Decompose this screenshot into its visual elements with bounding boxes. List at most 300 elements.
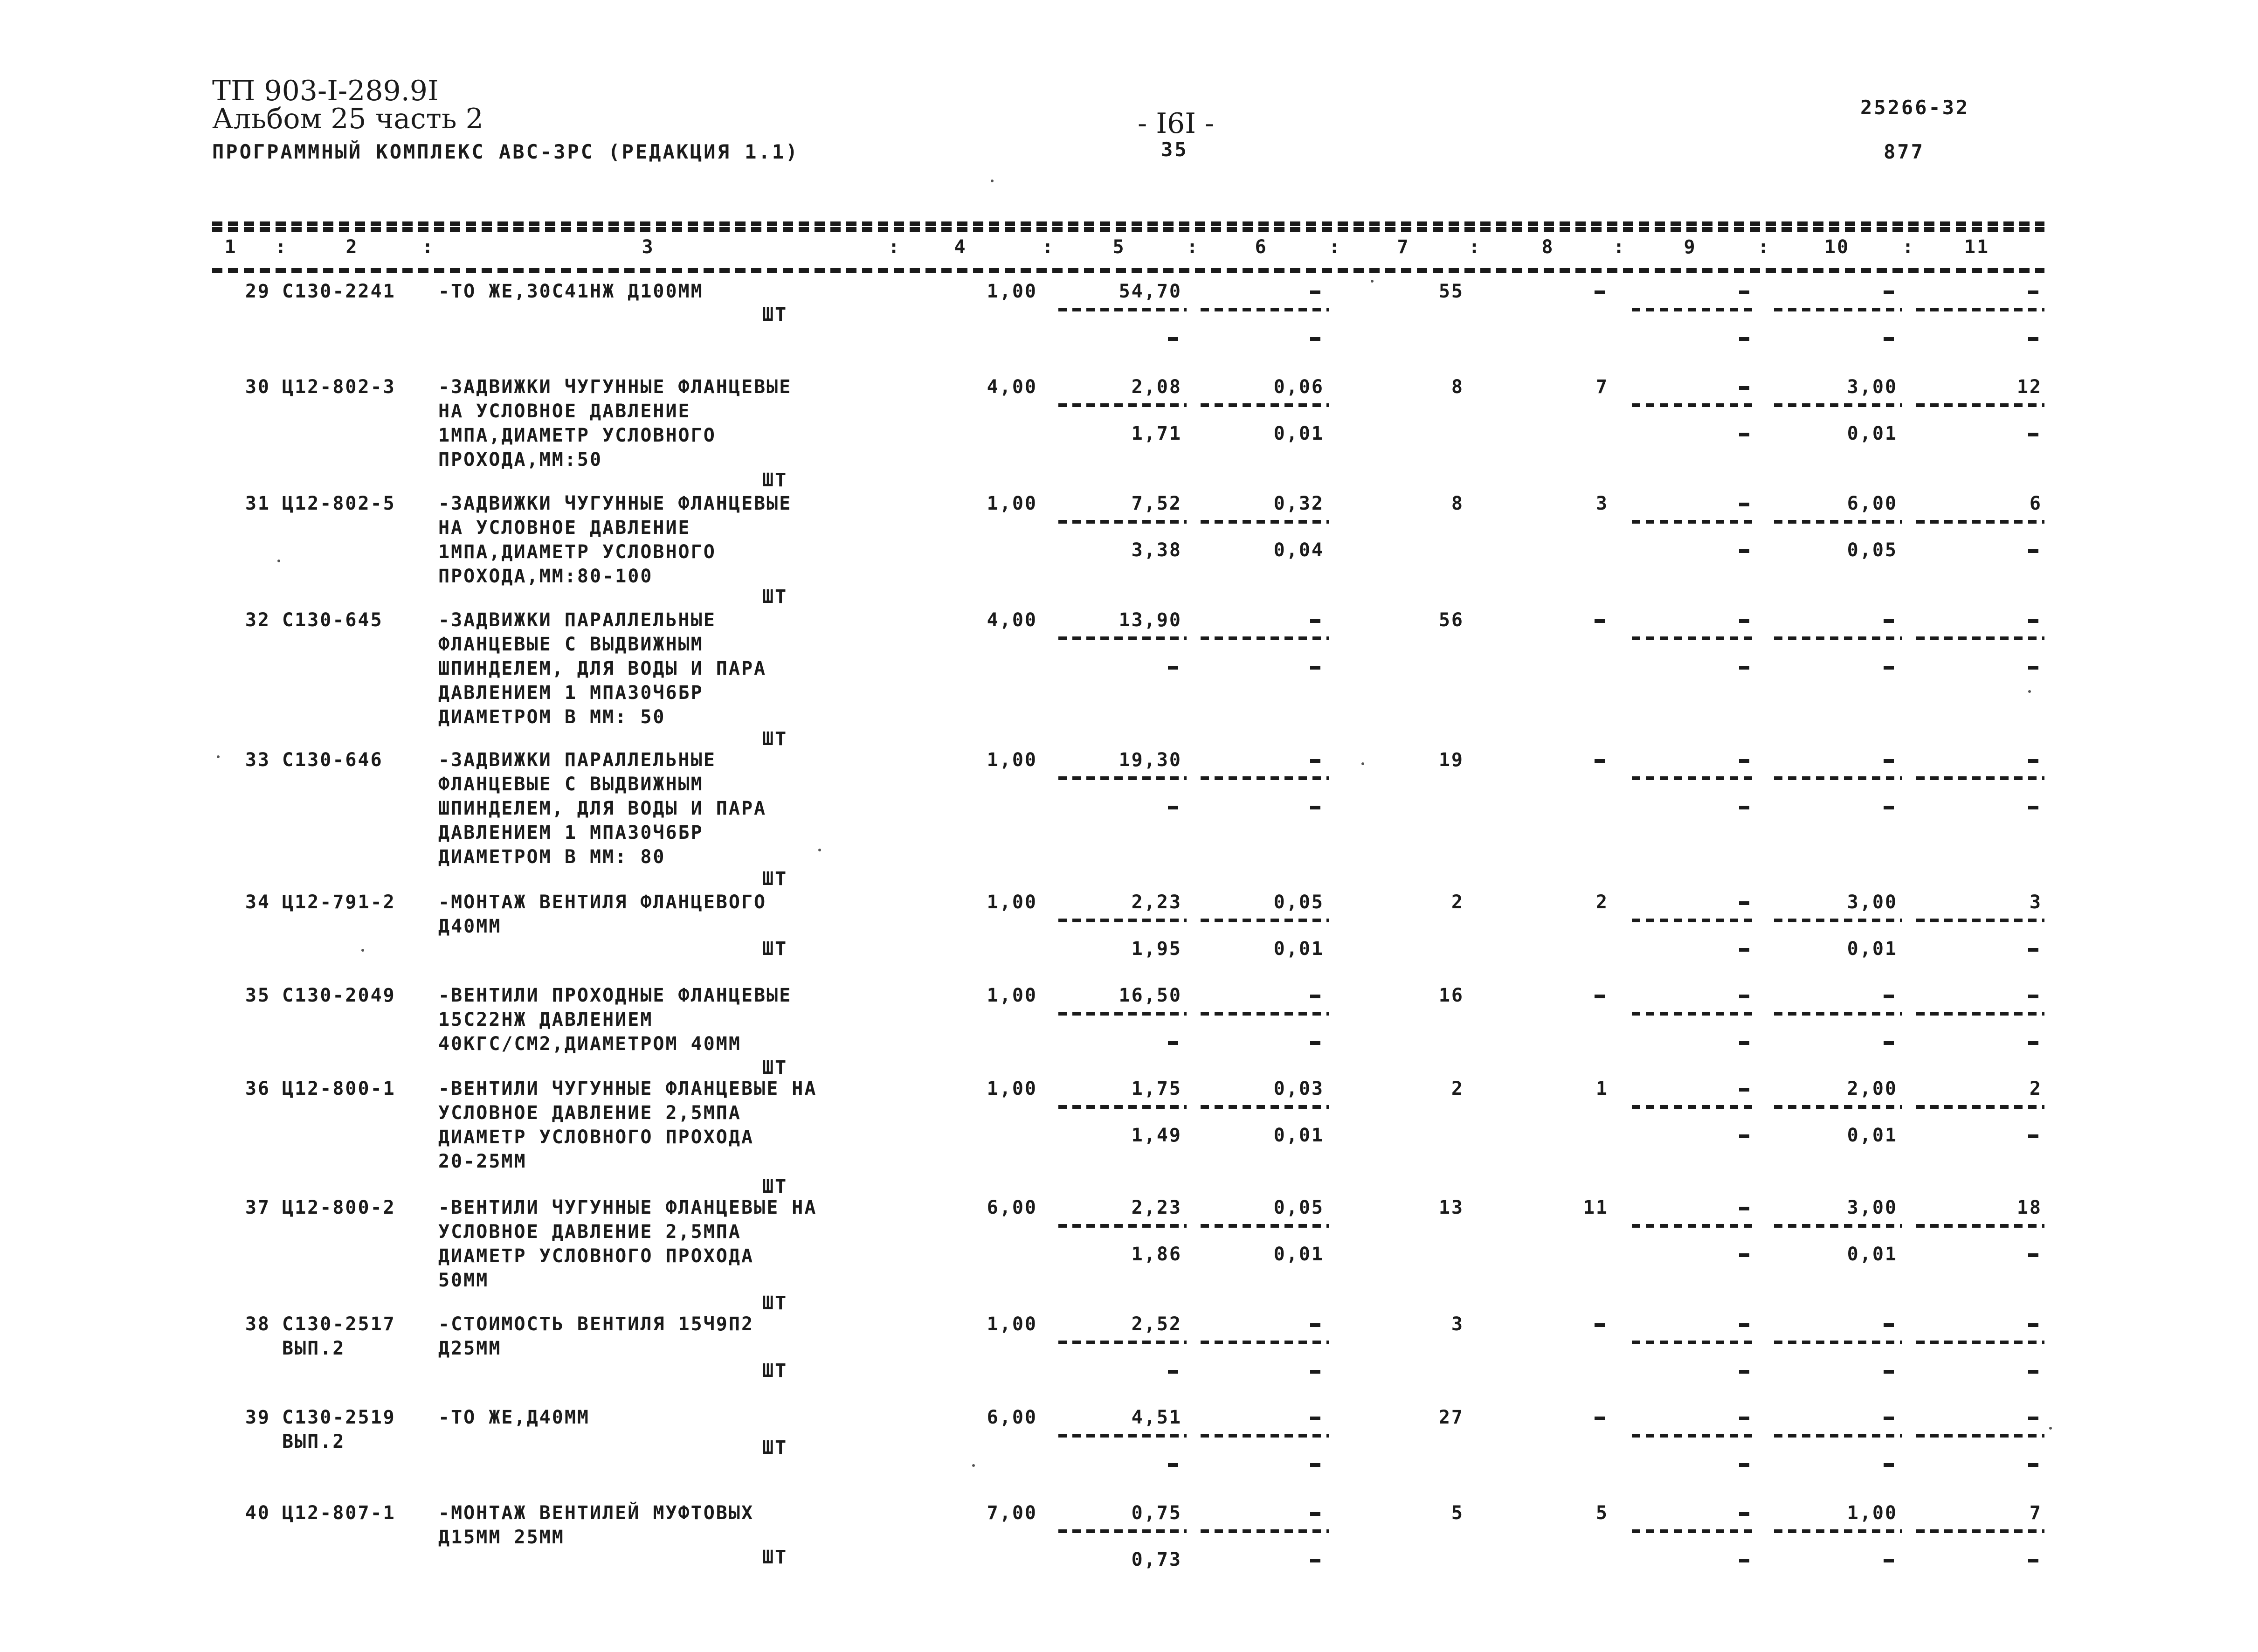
- col10-sub-value: [1884, 337, 1894, 341]
- row-code: С130-2517: [282, 1313, 396, 1335]
- scan-speck: [2049, 1427, 2052, 1430]
- col7-value: 19: [1438, 749, 1464, 771]
- fraction-rule: [1201, 403, 1329, 407]
- col9-sub-value: [1739, 549, 1749, 553]
- row-description: 20-25ММ: [438, 1151, 527, 1172]
- row-code: С130-2519: [282, 1407, 396, 1428]
- fraction-rule: [1632, 1105, 1758, 1109]
- col6-sub-value: 0,01: [1273, 423, 1324, 444]
- row-description: -МОНТАЖ ВЕНТИЛЯ ФЛАНЦЕВОГО: [438, 892, 767, 913]
- col11-sub-value: [2028, 666, 2038, 670]
- col9-sub-value: [1739, 948, 1749, 952]
- row-description: УСЛОВНОЕ ДАВЛЕНИЕ 2,5МПА: [438, 1102, 741, 1124]
- scan-speck: [991, 180, 994, 182]
- fraction-rule: [1058, 403, 1187, 407]
- col11-sub-value: [2028, 433, 2038, 436]
- col6-sub-value: [1310, 1370, 1320, 1374]
- col7-value: 3: [1451, 1313, 1464, 1335]
- fraction-rule: [1201, 1529, 1329, 1533]
- col11-sub-value: [2028, 806, 2038, 809]
- row-description: -ВЕНТИЛИ ЧУГУННЫЕ ФЛАНЦЕВЫЕ НА: [438, 1078, 817, 1099]
- column-header: 4: [954, 236, 967, 258]
- fraction-rule: [1916, 1105, 2044, 1109]
- quantity: 1,00: [987, 493, 1037, 514]
- unit-label: ШТ: [762, 1360, 788, 1382]
- quantity: 1,00: [987, 985, 1037, 1006]
- row-code: ВЫП.2: [282, 1338, 345, 1359]
- row-number: 35: [245, 985, 270, 1006]
- col5-sub-value: 1,86: [1131, 1244, 1182, 1265]
- col5-value: 2,52: [1131, 1313, 1182, 1335]
- fraction-rule: [1632, 1341, 1758, 1344]
- complex-title: ПРОГРАММНЫЙ КОМПЛЕКС АВС-3РС (РЕДАКЦИЯ 1.1): [212, 140, 800, 163]
- column-header: 6: [1255, 236, 1268, 258]
- row-description: НА УСЛОВНОЕ ДАВЛЕНИЕ: [438, 517, 691, 539]
- col8-value: [1595, 1323, 1605, 1327]
- row-code: Ц12-800-1: [282, 1078, 396, 1099]
- row-description: ПРОХОДА,ММ:50: [438, 449, 603, 470]
- col10-sub-value: [1884, 1559, 1894, 1562]
- col9-value: [1739, 619, 1749, 623]
- col9-sub-value: [1739, 806, 1749, 809]
- col11-value: 3: [2029, 892, 2042, 913]
- row-description: ФЛАНЦЕВЫЕ С ВЫДВИЖНЫМ: [438, 774, 704, 795]
- row-description: ДАВЛЕНИЕМ 1 МПА30Ч6БР: [438, 682, 704, 704]
- fraction-rule: [1201, 1224, 1329, 1228]
- fraction-rule: [1774, 636, 1902, 640]
- row-number: 30: [245, 376, 270, 398]
- col6-value: [1310, 290, 1320, 294]
- fraction-rule: [1058, 1434, 1187, 1438]
- row-number: 38: [245, 1313, 270, 1335]
- row-code: ВЫП.2: [282, 1431, 345, 1452]
- col10-sub-value: [1884, 666, 1894, 670]
- col5-sub-value: 0,73: [1131, 1549, 1182, 1570]
- row-description: Д25ММ: [438, 1338, 502, 1359]
- quantity: 1,00: [987, 749, 1037, 771]
- row-number: 31: [245, 493, 270, 514]
- row-number: 29: [245, 281, 270, 302]
- row-code: С130-2049: [282, 985, 396, 1006]
- col7-value: 55: [1438, 281, 1464, 302]
- fraction-rule: [1632, 308, 1758, 311]
- fraction-rule: [1774, 919, 1902, 922]
- col6-sub-value: [1310, 806, 1320, 809]
- col6-sub-value: 0,01: [1273, 1125, 1324, 1146]
- col8-value: 11: [1583, 1197, 1609, 1218]
- fraction-rule: [1632, 1224, 1758, 1228]
- col6-value: [1310, 1323, 1320, 1327]
- col6-value: 0,05: [1273, 1197, 1324, 1218]
- row-number: 40: [245, 1502, 270, 1524]
- column-separator: :: [1469, 236, 1482, 258]
- col8-value: [1595, 619, 1605, 623]
- quantity: 1,00: [987, 1313, 1037, 1335]
- col9-sub-value: [1739, 666, 1749, 670]
- fraction-rule: [1201, 308, 1329, 311]
- fraction-rule: [1058, 1224, 1187, 1228]
- col11-value: [2028, 995, 2038, 998]
- sheet-number: 35: [1161, 138, 1188, 161]
- col5-sub-value: [1168, 806, 1178, 809]
- doc-code: ТП 903-I-289.9I: [212, 75, 439, 107]
- scan-speck: [972, 1464, 975, 1467]
- fraction-rule: [1201, 1105, 1329, 1109]
- col11-value: 18: [2016, 1197, 2042, 1218]
- fraction-rule: [1774, 776, 1902, 780]
- row-description: -ЗАДВИЖКИ ПАРАЛЛЕЛЬНЫЕ: [438, 749, 716, 771]
- row-description: -ТО ЖЕ,Д40ММ: [438, 1407, 590, 1428]
- row-description: ШПИНДЕЛЕМ, ДЛЯ ВОДЫ И ПАРА: [438, 798, 767, 819]
- col10-sub-value: 0,01: [1847, 938, 1898, 960]
- column-header: 8: [1541, 236, 1554, 258]
- column-header: 11: [1964, 236, 1990, 258]
- quantity: 4,00: [987, 376, 1037, 398]
- album-title: Альбом 25 часть 2: [212, 103, 483, 135]
- col6-sub-value: 0,01: [1273, 1244, 1324, 1265]
- col6-sub-value: [1310, 1559, 1320, 1562]
- scan-speck: [1371, 280, 1374, 283]
- row-description: -ЗАДВИЖКИ ЧУГУННЫЕ ФЛАНЦЕВЫЕ: [438, 493, 792, 514]
- col5-sub-value: [1168, 666, 1178, 670]
- row-code: Ц12-802-5: [282, 493, 396, 514]
- col11-value: 7: [2029, 1502, 2042, 1524]
- col6-sub-value: [1310, 1463, 1320, 1467]
- table-header-rule: [212, 268, 2044, 273]
- col6-value: 0,32: [1273, 493, 1324, 514]
- col11-sub-value: [2028, 948, 2038, 952]
- scan-speck: [217, 755, 220, 758]
- col7-value: 8: [1451, 376, 1464, 398]
- col10-value: 3,00: [1847, 376, 1898, 398]
- row-number: 39: [245, 1407, 270, 1428]
- row-description: ФЛАНЦЕВЫЕ С ВЫДВИЖНЫМ: [438, 634, 704, 655]
- row-description: -МОНТАЖ ВЕНТИЛЕЙ МУФТОВЫХ: [438, 1502, 754, 1524]
- row-number: 34: [245, 892, 270, 913]
- column-header: 2: [345, 236, 359, 258]
- fraction-rule: [1916, 1012, 2044, 1016]
- row-description: ДИАМЕТРОМ В ММ: 50: [438, 706, 666, 728]
- row-description: -ЗАДВИЖКИ ЧУГУННЫЕ ФЛАНЦЕВЫЕ: [438, 376, 792, 398]
- col9-value: [1739, 1417, 1749, 1420]
- unit-label: ШТ: [762, 1293, 788, 1314]
- row-code: С130-2241: [282, 281, 396, 302]
- fraction-rule: [1916, 1224, 2044, 1228]
- row-description: ШПИНДЕЛЕМ, ДЛЯ ВОДЫ И ПАРА: [438, 658, 767, 679]
- col5-value: 1,75: [1131, 1078, 1182, 1099]
- unit-label: ШТ: [762, 586, 788, 608]
- row-code: Ц12-807-1: [282, 1502, 396, 1524]
- row-description: Д40ММ: [438, 916, 502, 937]
- fraction-rule: [1916, 1434, 2044, 1438]
- col11-value: [2028, 290, 2038, 294]
- fraction-rule: [1058, 1105, 1187, 1109]
- page-marker: - I6I -: [1138, 107, 1215, 140]
- scan-speck: [361, 949, 364, 952]
- row-description: 1МПА,ДИАМЕТР УСЛОВНОГО: [438, 541, 716, 563]
- fraction-rule: [1058, 1012, 1187, 1016]
- col6-value: 0,06: [1273, 376, 1324, 398]
- col11-sub-value: [2028, 1253, 2038, 1257]
- col11-sub-value: [2028, 1041, 2038, 1045]
- col5-sub-value: [1168, 1463, 1178, 1467]
- col5-sub-value: 1,71: [1131, 423, 1182, 444]
- row-description: -ТО ЖЕ,30С41НЖ Д100ММ: [438, 281, 704, 302]
- fraction-rule: [1632, 919, 1758, 922]
- col9-sub-value: [1739, 1041, 1749, 1045]
- col7-value: 27: [1438, 1407, 1464, 1428]
- col9-value: [1739, 1088, 1749, 1092]
- column-header: 7: [1397, 236, 1410, 258]
- col10-value: [1884, 619, 1894, 623]
- col11-value: 2: [2029, 1078, 2042, 1099]
- row-description: -СТОИМОСТЬ ВЕНТИЛЯ 15Ч9П2: [438, 1313, 754, 1335]
- col5-value: 19,30: [1119, 749, 1182, 771]
- quantity: 6,00: [987, 1407, 1037, 1428]
- fraction-rule: [1201, 636, 1329, 640]
- fraction-rule: [1201, 919, 1329, 922]
- row-code: Ц12-802-3: [282, 376, 396, 398]
- row-description: Д15ММ 25ММ: [438, 1527, 565, 1548]
- col5-value: 2,23: [1131, 1197, 1182, 1218]
- col11-sub-value: [2028, 1559, 2038, 1562]
- fraction-rule: [1774, 1434, 1902, 1438]
- quantity: 6,00: [987, 1197, 1037, 1218]
- column-header: 9: [1684, 236, 1697, 258]
- unit-label: ШТ: [762, 470, 788, 491]
- col10-value: [1884, 995, 1894, 998]
- col8-value: [1595, 290, 1605, 294]
- unit-label: ШТ: [762, 938, 788, 960]
- col7-value: 56: [1438, 609, 1464, 631]
- row-code: С130-646: [282, 749, 383, 771]
- row-description: ДИАМЕТРОМ В ММ: 80: [438, 846, 666, 868]
- fraction-rule: [1632, 1529, 1758, 1533]
- col6-value: [1310, 1512, 1320, 1516]
- col9-sub-value: [1739, 1370, 1749, 1374]
- scan-speck: [277, 560, 280, 562]
- col6-sub-value: [1310, 1041, 1320, 1045]
- fraction-rule: [1774, 1105, 1902, 1109]
- col10-value: [1884, 290, 1894, 294]
- col5-value: 2,08: [1131, 376, 1182, 398]
- fraction-rule: [1916, 308, 2044, 311]
- fraction-rule: [1201, 520, 1329, 524]
- row-description: 15С22НЖ ДАВЛЕНИЕМ: [438, 1009, 653, 1030]
- col10-sub-value: 0,01: [1847, 1125, 1898, 1146]
- col6-value: 0,05: [1273, 892, 1324, 913]
- col9-value: [1739, 995, 1749, 998]
- col8-value: 3: [1595, 493, 1609, 514]
- table-top-rule-2: [212, 227, 2044, 232]
- col11-value: [2028, 1323, 2038, 1327]
- col5-sub-value: 1,95: [1131, 938, 1182, 960]
- col8-value: [1595, 759, 1605, 763]
- fraction-rule: [1058, 636, 1187, 640]
- col10-sub-value: 0,01: [1847, 423, 1898, 444]
- col11-sub-value: [2028, 1134, 2038, 1138]
- col8-value: 1: [1595, 1078, 1609, 1099]
- fraction-rule: [1916, 1341, 2044, 1344]
- row-description: 1МПА,ДИАМЕТР УСЛОВНОГО: [438, 425, 716, 446]
- col10-sub-value: [1884, 1041, 1894, 1045]
- unit-label: ШТ: [762, 304, 788, 325]
- row-description: УСЛОВНОЕ ДАВЛЕНИЕ 2,5МПА: [438, 1221, 741, 1243]
- col5-value: 16,50: [1119, 985, 1182, 1006]
- col9-value: [1739, 759, 1749, 763]
- col6-sub-value: [1310, 666, 1320, 670]
- row-number: 37: [245, 1197, 270, 1218]
- col5-value: 2,23: [1131, 892, 1182, 913]
- fraction-rule: [1632, 636, 1758, 640]
- row-description: ДИАМЕТР УСЛОВНОГО ПРОХОДА: [438, 1127, 754, 1148]
- col6-sub-value: 0,01: [1273, 938, 1324, 960]
- unit-label: ШТ: [762, 1057, 788, 1078]
- col7-value: 16: [1438, 985, 1464, 1006]
- column-separator: :: [1902, 236, 1915, 258]
- fraction-rule: [1774, 520, 1902, 524]
- fraction-rule: [1774, 1529, 1902, 1533]
- col10-sub-value: 0,05: [1847, 539, 1898, 561]
- unit-label: ШТ: [762, 1176, 788, 1197]
- col11-value: 12: [2016, 376, 2042, 398]
- col8-value: 2: [1595, 892, 1609, 913]
- quantity: 1,00: [987, 892, 1037, 913]
- col9-value: [1739, 386, 1749, 390]
- unit-label: ШТ: [762, 728, 788, 750]
- col8-value: 7: [1595, 376, 1609, 398]
- col5-sub-value: [1168, 1041, 1178, 1045]
- fraction-rule: [1632, 403, 1758, 407]
- row-number: 33: [245, 749, 270, 771]
- fraction-rule: [1916, 520, 2044, 524]
- row-description: ДИАМЕТР УСЛОВНОГО ПРОХОДА: [438, 1245, 754, 1267]
- scan-speck: [1361, 762, 1364, 765]
- column-separator: :: [1758, 236, 1771, 258]
- col6-sub-value: [1310, 337, 1320, 341]
- col6-value: [1310, 619, 1320, 623]
- column-header: 1: [224, 236, 237, 258]
- row-code: С130-645: [282, 609, 383, 631]
- col10-value: [1884, 759, 1894, 763]
- column-separator: :: [888, 236, 901, 258]
- fraction-rule: [1774, 1224, 1902, 1228]
- col8-value: [1595, 995, 1605, 998]
- quantity: 4,00: [987, 609, 1037, 631]
- col11-sub-value: [2028, 549, 2038, 553]
- row-number: 36: [245, 1078, 270, 1099]
- col9-sub-value: [1739, 1134, 1749, 1138]
- col5-value: 54,70: [1119, 281, 1182, 302]
- column-separator: :: [422, 236, 435, 258]
- col11-sub-value: [2028, 337, 2038, 341]
- col6-value: [1310, 1417, 1320, 1420]
- col9-sub-value: [1739, 1463, 1749, 1467]
- column-header: 10: [1824, 236, 1850, 258]
- fraction-rule: [1201, 1012, 1329, 1016]
- fraction-rule: [1058, 919, 1187, 922]
- unit-label: ШТ: [762, 1547, 788, 1568]
- col8-value: 5: [1595, 1502, 1609, 1524]
- fraction-rule: [1058, 776, 1187, 780]
- col10-sub-value: [1884, 1370, 1894, 1374]
- fraction-rule: [1632, 520, 1758, 524]
- col10-sub-value: [1884, 1463, 1894, 1467]
- col11-sub-value: [2028, 1370, 2038, 1374]
- fraction-rule: [1632, 776, 1758, 780]
- row-code: Ц12-800-2: [282, 1197, 396, 1218]
- unit-label: ШТ: [762, 868, 788, 890]
- col5-sub-value: 1,49: [1131, 1125, 1182, 1146]
- table-top-rule: [212, 221, 2044, 226]
- fraction-rule: [1632, 1012, 1758, 1016]
- column-separator: :: [1329, 236, 1342, 258]
- column-separator: :: [1042, 236, 1055, 258]
- fraction-rule: [1774, 1012, 1902, 1016]
- col9-value: [1739, 503, 1749, 506]
- col10-value: 2,00: [1847, 1078, 1898, 1099]
- row-description: НА УСЛОВНОЕ ДАВЛЕНИЕ: [438, 401, 691, 422]
- col11-sub-value: [2028, 1463, 2038, 1467]
- col5-sub-value: 3,38: [1131, 539, 1182, 561]
- fraction-rule: [1058, 520, 1187, 524]
- col9-sub-value: [1739, 433, 1749, 436]
- col9-value: [1739, 1512, 1749, 1516]
- row-code: Ц12-791-2: [282, 892, 396, 913]
- col7-value: 13: [1438, 1197, 1464, 1218]
- column-header: 3: [642, 236, 655, 258]
- row-description: -ВЕНТИЛИ ПРОХОДНЫЕ ФЛАНЦЕВЫЕ: [438, 985, 792, 1006]
- col7-value: 8: [1451, 493, 1464, 514]
- row-description: 50ММ: [438, 1270, 489, 1291]
- col9-sub-value: [1739, 1559, 1749, 1562]
- col11-value: [2028, 619, 2038, 623]
- col10-value: [1884, 1417, 1894, 1420]
- row-number: 32: [245, 609, 270, 631]
- column-separator: :: [1613, 236, 1626, 258]
- col6-value: [1310, 995, 1320, 998]
- row-description: -ЗАДВИЖКИ ПАРАЛЛЕЛЬНЫЕ: [438, 609, 716, 631]
- fraction-rule: [1201, 1341, 1329, 1344]
- fraction-rule: [1632, 1434, 1758, 1438]
- col9-sub-value: [1739, 1253, 1749, 1257]
- col5-value: 0,75: [1131, 1502, 1182, 1524]
- fraction-rule: [1201, 1434, 1329, 1438]
- col11-value: [2028, 759, 2038, 763]
- quantity: 1,00: [987, 281, 1037, 302]
- column-separator: :: [275, 236, 288, 258]
- row-description: 40КГС/СМ2,ДИАМЕТРОМ 40ММ: [438, 1033, 741, 1055]
- fraction-rule: [1774, 1341, 1902, 1344]
- col6-sub-value: 0,04: [1273, 539, 1324, 561]
- fraction-rule: [1916, 1529, 2044, 1533]
- fraction-rule: [1916, 776, 2044, 780]
- col9-value: [1739, 1207, 1749, 1210]
- fraction-rule: [1058, 1529, 1187, 1533]
- fraction-rule: [1058, 308, 1187, 311]
- col9-value: [1739, 290, 1749, 294]
- fraction-rule: [1916, 403, 2044, 407]
- col9-value: [1739, 901, 1749, 905]
- row-description: ПРОХОДА,ММ:80-100: [438, 566, 653, 587]
- scan-speck: [2028, 690, 2031, 693]
- col7-value: 2: [1451, 892, 1464, 913]
- col5-value: 13,90: [1119, 609, 1182, 631]
- col9-value: [1739, 1323, 1749, 1327]
- fraction-rule: [1201, 776, 1329, 780]
- fraction-rule: [1774, 403, 1902, 407]
- fraction-rule: [1916, 919, 2044, 922]
